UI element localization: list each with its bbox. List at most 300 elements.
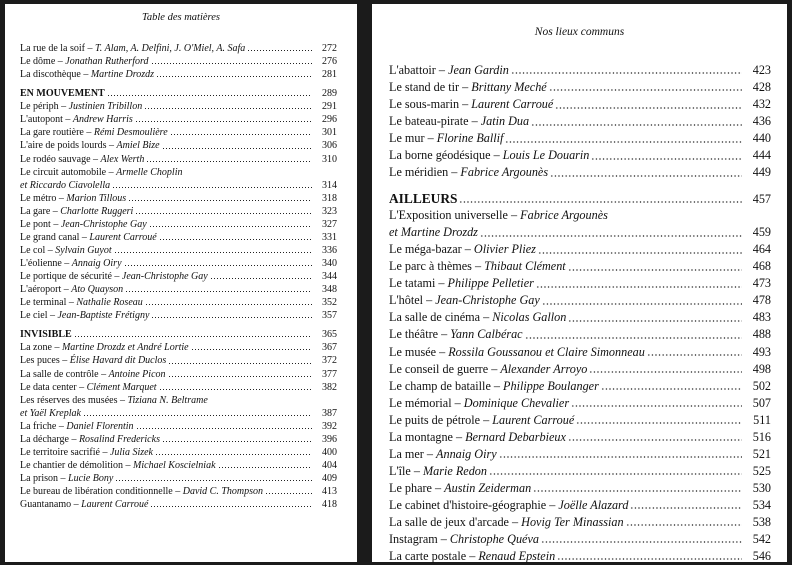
entry-separator: –	[58, 101, 69, 113]
entry-title: Le rodéo sauvage	[20, 153, 91, 165]
entry-title: Le mur	[389, 131, 425, 146]
entry-separator: –	[468, 114, 481, 129]
dot-leader	[550, 164, 742, 181]
entry-author: Martine Drozdz	[90, 69, 155, 81]
entry-title: Le sous-marin	[389, 97, 460, 112]
page-number: 365	[322, 329, 337, 341]
toc-entry-row	[20, 394, 337, 407]
entry-author: Laurent Carroué	[81, 499, 149, 511]
entry-text	[389, 79, 547, 96]
dot-leader	[549, 79, 742, 96]
entry-author: T. Alam, A. Delfini, J. O'Miel, A. Safa	[94, 43, 246, 54]
page-number: 348	[322, 284, 337, 296]
dot-leader	[124, 257, 312, 270]
entry-separator: –	[61, 284, 72, 296]
toc-entry-row	[20, 192, 337, 205]
section-title: AILLEURS	[389, 191, 458, 207]
entry-text	[20, 42, 245, 55]
page-number: 440	[752, 131, 771, 146]
entry-title: Le portique de sécurité	[20, 271, 112, 283]
entry-separator: –	[56, 192, 67, 204]
entry-separator: –	[83, 127, 94, 139]
entry-title: Les puces	[20, 355, 60, 367]
toc-entry-row	[389, 326, 771, 343]
entry-text	[20, 244, 112, 257]
dot-leader	[74, 328, 312, 341]
page-number: 357	[322, 310, 337, 322]
page-number: 296	[322, 114, 337, 126]
toc-entry-row	[20, 55, 337, 68]
page-number: 382	[322, 381, 337, 393]
entry-text	[389, 548, 555, 565]
dot-leader	[191, 341, 312, 354]
entry-separator: –	[459, 97, 472, 112]
entry-separator: –	[98, 368, 109, 380]
dot-leader	[107, 87, 312, 100]
entry-title: Le méga-bazar	[389, 242, 462, 257]
dot-leader	[170, 126, 312, 139]
dot-leader	[151, 309, 312, 322]
entry-separator: –	[50, 205, 61, 217]
entry-separator: –	[508, 514, 522, 529]
toc-entry-row	[20, 205, 337, 218]
toc-entry-row	[389, 292, 771, 309]
dot-leader	[112, 179, 312, 192]
entry-text	[20, 459, 216, 472]
dot-leader	[568, 258, 742, 275]
page-number: 449	[752, 165, 771, 180]
entry-title: La mer	[389, 446, 424, 461]
toc-entry-row	[20, 100, 337, 113]
toc-entry-row	[389, 241, 771, 258]
entry-text	[20, 328, 72, 341]
entry-title: La gare	[20, 205, 51, 217]
entry-text	[20, 283, 123, 296]
entry-separator: –	[490, 378, 504, 393]
entry-separator: –	[58, 473, 69, 484]
dot-leader	[525, 326, 742, 343]
entry-separator: –	[466, 548, 479, 563]
dot-leader	[159, 381, 312, 394]
page-number: 392	[322, 420, 337, 432]
toc-entry-row	[389, 130, 771, 147]
entry-author: Annaig Oiry	[436, 446, 497, 461]
entry-separator: –	[438, 327, 451, 342]
entry-title: Le tatami	[389, 276, 436, 291]
entry-author: Charlotte Ruggeri	[60, 205, 134, 217]
entry-author: Tiziana N. Beltrame	[127, 394, 208, 406]
entry-title: Le terminal	[20, 297, 67, 309]
page-number: 432	[752, 97, 771, 112]
page-number: 511	[753, 412, 771, 427]
toc-entry-row	[389, 548, 771, 565]
toc-entry-row	[389, 497, 771, 514]
entry-separator: –	[111, 271, 122, 283]
entry-text	[389, 344, 645, 361]
entry-title: La prison	[20, 473, 59, 484]
toc-entry-row	[20, 270, 337, 283]
dot-leader	[601, 378, 742, 395]
entry-author: Rossila Goussanou et Claire Simonneau	[448, 344, 645, 359]
toc-entry-row	[20, 368, 337, 381]
dot-leader	[151, 55, 313, 68]
dot-leader	[557, 548, 742, 565]
toc-entry-row	[20, 341, 337, 354]
entry-author: Jean Gardin	[448, 63, 509, 77]
entry-title: L'autopont	[20, 114, 63, 126]
entry-text	[389, 292, 540, 309]
entry-author: Austin Zeiderman	[444, 480, 532, 495]
page-number: 289	[322, 88, 337, 100]
toc-entry-row	[20, 472, 337, 485]
entry-separator: –	[480, 310, 493, 325]
right-page-header: Nos lieux communs	[534, 26, 625, 38]
entry-text	[389, 96, 553, 113]
entry-separator: –	[55, 56, 66, 68]
page-number: 400	[322, 446, 337, 458]
entry-title: Le théâtre	[389, 327, 439, 342]
page-number: 387	[322, 407, 337, 419]
page-number: 457	[752, 192, 771, 207]
entry-separator: –	[80, 69, 91, 81]
entry-separator: –	[84, 43, 95, 54]
entry-text	[20, 472, 113, 485]
entry-text	[389, 62, 509, 79]
entry-author: Laurent Carroué	[492, 412, 575, 427]
entry-author: Thibaut Clément	[484, 259, 566, 274]
dot-leader	[265, 485, 312, 498]
entry-author: Julia Sizek	[109, 446, 153, 458]
entry-title: Le bateau-pirate	[389, 114, 469, 129]
entry-text	[389, 480, 531, 497]
entry-author: Antoine Picon	[108, 368, 166, 380]
entry-separator: –	[423, 446, 437, 461]
section-title: INVISIBLE	[20, 329, 72, 341]
toc-entry-row	[20, 42, 337, 55]
page-number: 323	[322, 205, 337, 217]
entry-separator: –	[490, 148, 503, 163]
entry-text	[389, 395, 569, 412]
entry-author: Jonathan Rutherford	[65, 56, 149, 68]
entry-text	[20, 354, 166, 367]
entry-title: Le grand canal	[20, 231, 80, 243]
dot-leader	[135, 113, 312, 126]
entry-text	[20, 126, 168, 139]
page-number: 344	[322, 271, 337, 283]
dot-leader	[591, 147, 742, 164]
entry-title: L'aéroport	[20, 284, 62, 296]
entry-author: Bernard Debarbieux	[465, 429, 566, 444]
dot-leader	[135, 205, 312, 218]
entry-author: Florine Ballif	[436, 131, 504, 146]
entry-author: Laurent Carroué	[89, 231, 157, 243]
toc-entry-row	[20, 459, 337, 472]
toc-entry-row	[389, 361, 771, 378]
toc-entry-row	[389, 207, 771, 224]
toc-entry-row	[389, 309, 771, 326]
page-number: 367	[322, 342, 337, 354]
page-number: 498	[752, 361, 771, 376]
entry-text	[20, 446, 153, 459]
dot-leader	[505, 130, 742, 147]
entry-text	[20, 368, 166, 381]
toc-entry-row	[20, 113, 337, 126]
entry-separator: –	[471, 259, 485, 274]
entry-author: et Martine Drozdz	[389, 225, 478, 240]
entry-author: Sylvain Guyot	[55, 244, 112, 256]
entry-author: Louis Le Douarin	[502, 148, 590, 163]
entry-text	[20, 179, 110, 192]
entry-author: Nicolas Gallon	[492, 310, 567, 325]
entry-text	[389, 429, 566, 446]
dot-leader	[459, 190, 742, 207]
toc-entry-row	[389, 113, 771, 130]
entry-text	[20, 394, 208, 407]
entry-text	[20, 498, 148, 511]
toc-entry-row	[389, 275, 771, 292]
entry-text	[20, 205, 133, 218]
entry-title: La salle de jeux d'arcade	[389, 514, 509, 529]
page-number: 525	[752, 463, 771, 478]
toc-entry-row	[20, 309, 337, 322]
entry-title: Le périph	[20, 101, 59, 113]
left-page	[5, 4, 357, 562]
dot-leader	[647, 344, 742, 361]
dot-leader	[144, 100, 312, 113]
section-spacer	[389, 181, 771, 190]
entry-title: Le métro	[20, 192, 57, 204]
dot-leader	[145, 296, 312, 309]
entry-title: Le champ de bataille	[389, 378, 491, 393]
dot-leader	[83, 407, 312, 420]
entry-author: Nathalie Roseau	[76, 297, 143, 309]
entry-separator: –	[172, 486, 183, 498]
entry-text	[20, 407, 81, 420]
entry-separator: –	[437, 531, 450, 546]
entry-author: Joëlle Alazard	[558, 497, 629, 512]
entry-author: Jean-Christophe Gay	[121, 271, 208, 283]
toc-entry-row	[20, 446, 337, 459]
entry-author: et Yaël Kreplak	[20, 407, 81, 419]
dot-leader	[511, 62, 742, 79]
entry-text	[20, 166, 182, 179]
page-number: 396	[322, 433, 337, 445]
page-number: 464	[752, 242, 771, 257]
entry-text	[389, 497, 628, 514]
page-number: 473	[752, 276, 771, 291]
page-number: 310	[322, 153, 337, 165]
entry-title: Le mémorial	[389, 395, 452, 410]
entry-author: Dominique Chevalier	[463, 395, 570, 410]
entry-author: Ato Quayson	[71, 284, 124, 296]
page-number: 272	[322, 43, 337, 54]
entry-author: Armelle Choplin	[116, 166, 183, 178]
entry-text	[20, 485, 263, 498]
entry-text	[389, 258, 566, 275]
entry-author: Annaig Oiry	[71, 258, 122, 269]
entry-separator: –	[448, 165, 461, 180]
entry-text	[20, 257, 122, 270]
entry-separator: –	[106, 166, 117, 178]
entry-title: Le conseil de guerre	[389, 361, 489, 376]
entry-separator: –	[61, 258, 72, 269]
toc-entry-row	[20, 433, 337, 446]
dot-leader	[576, 412, 742, 429]
entry-separator: –	[507, 208, 521, 223]
entry-title: Le territoire sacrifié	[20, 446, 100, 458]
entry-title: La rue de la soif	[20, 43, 85, 54]
page-number: 377	[322, 368, 337, 380]
page-number: 352	[322, 297, 337, 309]
entry-separator: –	[423, 293, 436, 308]
entry-title: Le chantier de démolition	[20, 459, 124, 471]
entry-text	[389, 326, 523, 343]
entry-text	[389, 275, 534, 292]
entry-text	[389, 514, 624, 531]
toc-entry-row	[389, 344, 771, 361]
dot-leader	[162, 433, 312, 446]
entry-separator: –	[68, 433, 79, 445]
page-number: 444	[752, 148, 771, 163]
toc-entry-row	[389, 79, 771, 96]
entry-separator: –	[45, 244, 56, 256]
entry-author: Renaud Epstein	[478, 548, 556, 563]
entry-title: La carte postale	[389, 548, 467, 563]
dot-leader	[538, 241, 742, 258]
dot-leader	[536, 275, 742, 292]
entry-title: L'éolienne	[20, 258, 62, 269]
entry-separator: –	[62, 114, 73, 126]
entry-author: Amiel Bize	[116, 140, 160, 152]
entry-title: Le ciel	[20, 310, 48, 322]
toc-entry-row	[20, 354, 337, 367]
entry-separator: –	[90, 153, 101, 165]
entry-text	[20, 100, 142, 113]
page-number: 418	[322, 499, 337, 511]
left-toc-list	[20, 42, 337, 511]
page-number: 493	[752, 344, 771, 359]
dot-leader	[541, 531, 742, 548]
entry-text	[389, 130, 503, 147]
entry-title: La montagne	[389, 429, 453, 444]
toc-entry-row	[20, 166, 337, 179]
entry-title: L'île	[389, 463, 411, 478]
dot-leader	[168, 354, 312, 367]
page-number: 436	[752, 114, 771, 129]
dot-leader	[533, 480, 742, 497]
entry-title: Le phare	[389, 480, 432, 495]
right-toc-list	[389, 62, 771, 565]
toc-entry-row	[20, 153, 337, 166]
entry-text	[389, 224, 478, 241]
dot-leader	[146, 153, 312, 166]
page-number: 306	[322, 140, 337, 152]
entry-author: Clément Marquet	[86, 381, 157, 393]
entry-title: Le data center	[20, 381, 77, 393]
entry-author: Yann Calbérac	[450, 327, 523, 342]
entry-author: Christophe Quéva	[449, 531, 539, 546]
entry-text	[20, 381, 157, 394]
entry-text	[389, 241, 536, 258]
dot-leader	[542, 292, 742, 309]
entry-separator: –	[459, 80, 472, 95]
entry-text	[389, 164, 548, 181]
entry-text	[20, 218, 147, 231]
toc-entry-row	[20, 139, 337, 152]
entry-author: Fabrice Argounès	[520, 208, 608, 223]
entry-separator: –	[451, 395, 464, 410]
dot-leader	[531, 113, 742, 130]
entry-separator: –	[59, 355, 70, 367]
page-number: 331	[322, 231, 337, 243]
toc-entry-row	[389, 164, 771, 181]
dot-leader	[115, 472, 312, 485]
entry-author: Élise Havard dit Duclos	[69, 355, 167, 367]
page-number: 276	[322, 56, 337, 68]
entry-text	[389, 446, 497, 463]
entry-text	[389, 147, 589, 164]
entry-title: La zone	[20, 342, 52, 354]
entry-author: Philippe Boulanger	[503, 378, 599, 393]
page-number: 327	[322, 218, 337, 230]
toc-entry-row	[389, 395, 771, 412]
dot-leader	[149, 218, 312, 231]
entry-title: Le pont	[20, 218, 51, 230]
toc-section-row	[20, 87, 337, 100]
entry-title: La borne géodésique	[389, 148, 491, 163]
page-number: 542	[752, 531, 771, 546]
entry-separator: –	[99, 446, 110, 458]
dot-leader	[159, 231, 312, 244]
toc-entry-row	[389, 480, 771, 497]
page-number: 428	[752, 80, 771, 95]
dot-leader	[571, 395, 742, 412]
dot-leader	[499, 446, 742, 463]
toc-section-row	[20, 328, 337, 341]
toc-entry-row	[389, 378, 771, 395]
entry-text	[20, 87, 105, 100]
page-number: 423	[752, 63, 771, 77]
dot-leader	[150, 498, 312, 511]
entry-text	[20, 309, 149, 322]
dot-leader	[218, 459, 312, 472]
entry-author: Jean-Christophe Gay	[435, 293, 540, 308]
toc-section-row	[389, 190, 771, 207]
entry-author: et Riccardo Ciavolella	[20, 179, 111, 191]
entry-text	[389, 309, 566, 326]
entry-author: Jatin Dua	[480, 114, 530, 129]
entry-text	[20, 433, 160, 446]
toc-entry-row	[389, 224, 771, 241]
entry-separator: –	[71, 499, 82, 511]
entry-separator: –	[461, 242, 474, 257]
dot-leader	[125, 283, 312, 296]
toc-entry-row	[20, 218, 337, 231]
entry-separator: –	[50, 218, 61, 230]
entry-separator: –	[410, 463, 424, 478]
entry-separator: –	[79, 231, 90, 243]
toc-entry-row	[20, 257, 337, 270]
entry-title: Le dôme	[20, 56, 56, 68]
entry-title: Le musée	[389, 344, 437, 359]
entry-title: Le col	[20, 244, 46, 256]
dot-leader	[128, 192, 312, 205]
entry-title: La friche	[20, 420, 57, 432]
entry-author: Marie Redon	[423, 463, 487, 478]
entry-separator: –	[452, 429, 466, 444]
entry-author: Justinien Tribillon	[68, 101, 143, 113]
page-number: 468	[752, 259, 771, 274]
